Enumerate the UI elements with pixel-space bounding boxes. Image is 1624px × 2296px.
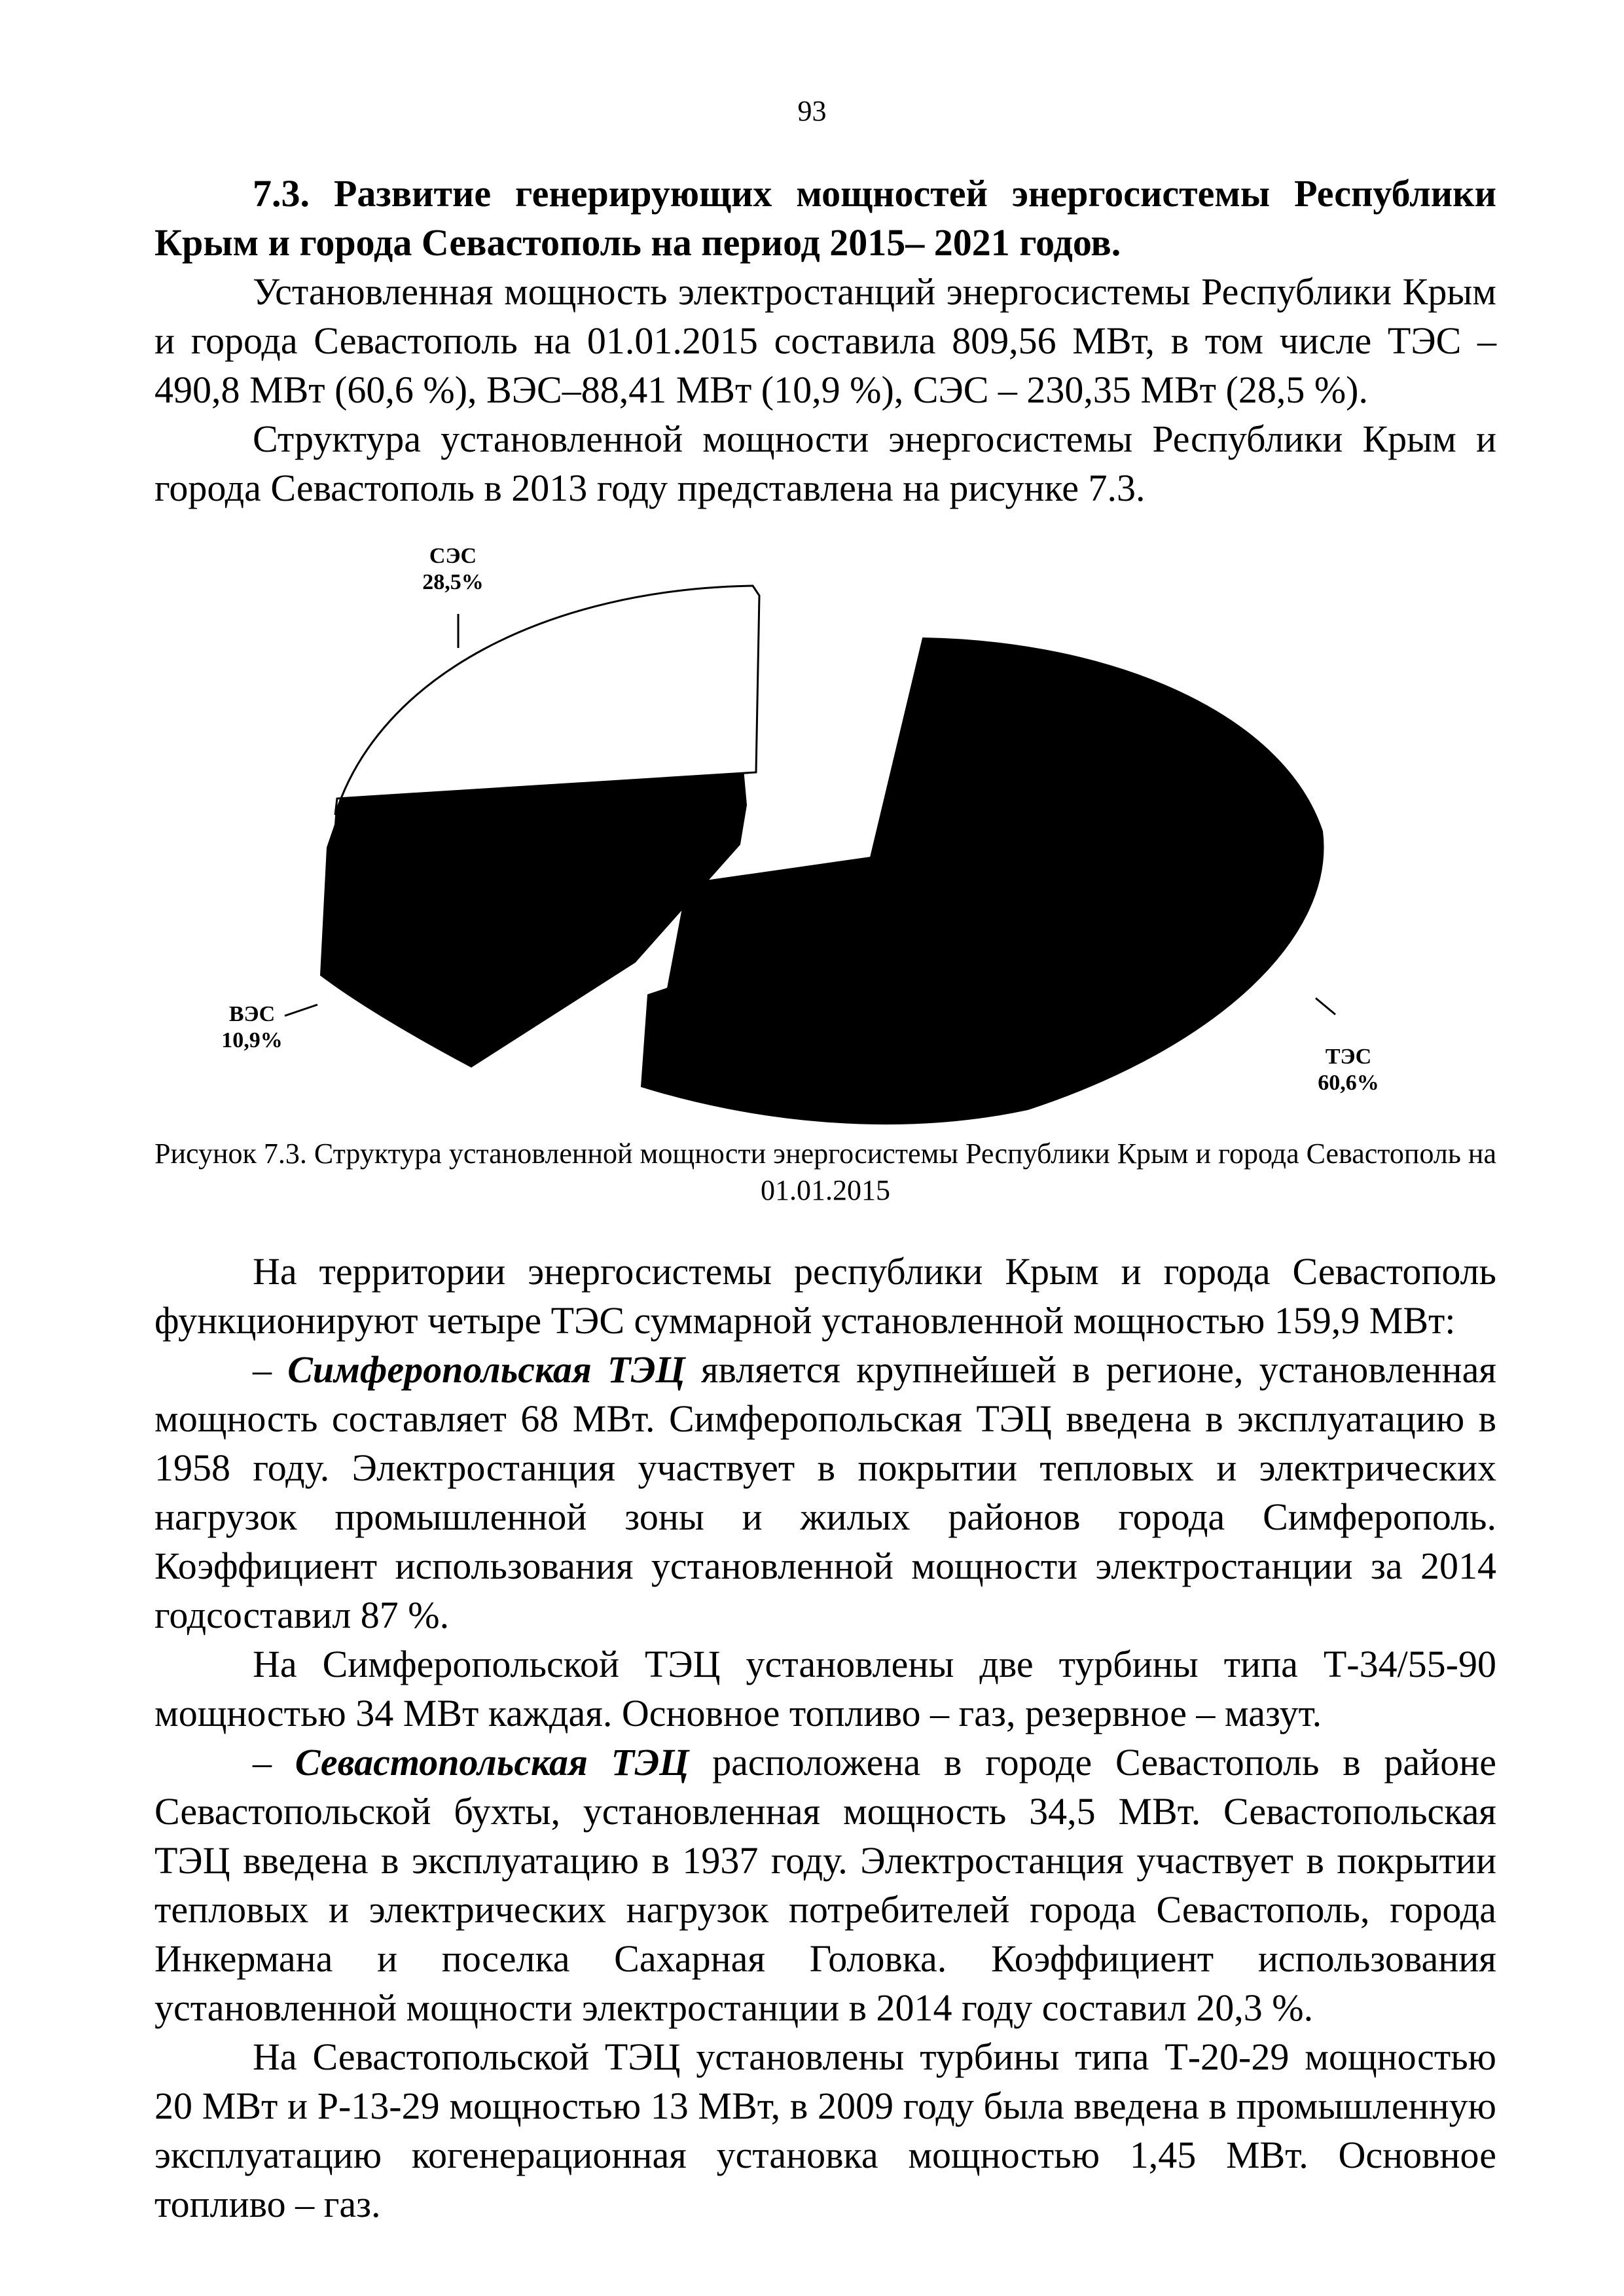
chart-label-ses-value: 28,5% (422, 570, 484, 594)
dash: – (253, 1348, 288, 1391)
paragraph-structure-reference: Структура установленной мощности энергосистемы Республики Крым и города Севастополь в 2013 году представлена на рисунке 7.3. (154, 418, 1496, 509)
sevastopol-chp-name: Севастопольская ТЭЦ (295, 1741, 689, 1784)
leader-line-tes (1316, 998, 1335, 1014)
paragraph-installed-capacity: Установленная мощность электростанций энергосистемы Республики Крым и города Севастополь на 01.01.2015 составила 809,56 МВт, в том числе ТЭС – 490,8 МВт (60,6 %), ВЭС–88,41 МВт (10,9 %), СЭС – 230,35 МВт (28,5 %). (154, 270, 1496, 411)
chart-label-ses-name: СЭС (429, 544, 477, 568)
page-number: 93 (797, 95, 827, 127)
paragraph-sevastopol-turbines: На Севастопольской ТЭЦ установлены турбины типа Т-20-29 мощностью 20 МВт и Р-13-29 мощностью 13 МВт, в 2009 году была введена в промышленную эксплуатацию когенерационная установка мощностью 1,45 МВт. Основное топливо – газ. (154, 2036, 1496, 2225)
chart-label-tes-value: 60,6% (1318, 1071, 1379, 1095)
sevastopol-chp-text: расположена в городе Севастополь в районе Севастопольской бухты, установленная мощность 34,5 МВт. Севастопольская ТЭЦ введена в эксплуатацию в 1937 году. Электростанция участвует в покрытии тепловых и электрических нагрузок потребителей города Севастополь, города Инкермана и поселка Сахарная Головка. Коэффициент использования установленной мощности электростанции в 2014 году составил 20,3 %. (154, 1741, 1496, 2029)
paragraph-simferopol-chp (154, 1345, 1496, 1640)
section-heading: 7.3. Развитие генерирующих мощностей энергосистемы Республики Крым и города Севастополь на период 2015– 2021 годов. (154, 172, 1496, 264)
paragraph-sevastopol-chp (154, 1738, 1496, 2032)
chart-label-ves-value: 10,9% (221, 1028, 283, 1052)
dash: – (253, 1741, 295, 1784)
chart-label-tes-name: ТЭС (1325, 1045, 1372, 1069)
simferopol-chp-text: является крупнейшей в регионе, установленная мощность составляет 68 МВт. Симферопольская ТЭЦ введена в эксплуатацию в 1958 году. Электростанция участвует в покрытии тепловых и электрических нагрузок промышленной зоны и жилых районов города Симферополь. Коэффициент использования установленной мощности электростанции за 2014 годсоставил 87 %. (154, 1348, 1497, 1636)
figure-caption: Рисунок 7.3. Структура установленной мощности энергосистемы Республики Крым и города Севастополь на 01.01.2015 (154, 1138, 1496, 1206)
simferopol-chp-name: Симферопольская ТЭЦ (287, 1348, 685, 1391)
pie-chart (183, 517, 1440, 1139)
main-body (154, 1247, 1496, 2229)
leader-line-ves (285, 1005, 317, 1016)
pie-chart-svg (183, 517, 1440, 1139)
paragraph-simferopol-turbines: На Симферопольской ТЭЦ установлены две турбины типа Т-34/55-90 мощностью 34 МВт каждая. Основное топливо – газ, резервное – мазут. (154, 1643, 1496, 1734)
chart-label-ves-name: ВЭС (228, 1002, 276, 1026)
paragraph-four-tps: На территории энергосистемы республики Крым и города Севастополь функционируют четыре ТЭС суммарной установленной мощностью 159,9 МВт: (154, 1250, 1496, 1342)
section-intro (154, 169, 1496, 512)
